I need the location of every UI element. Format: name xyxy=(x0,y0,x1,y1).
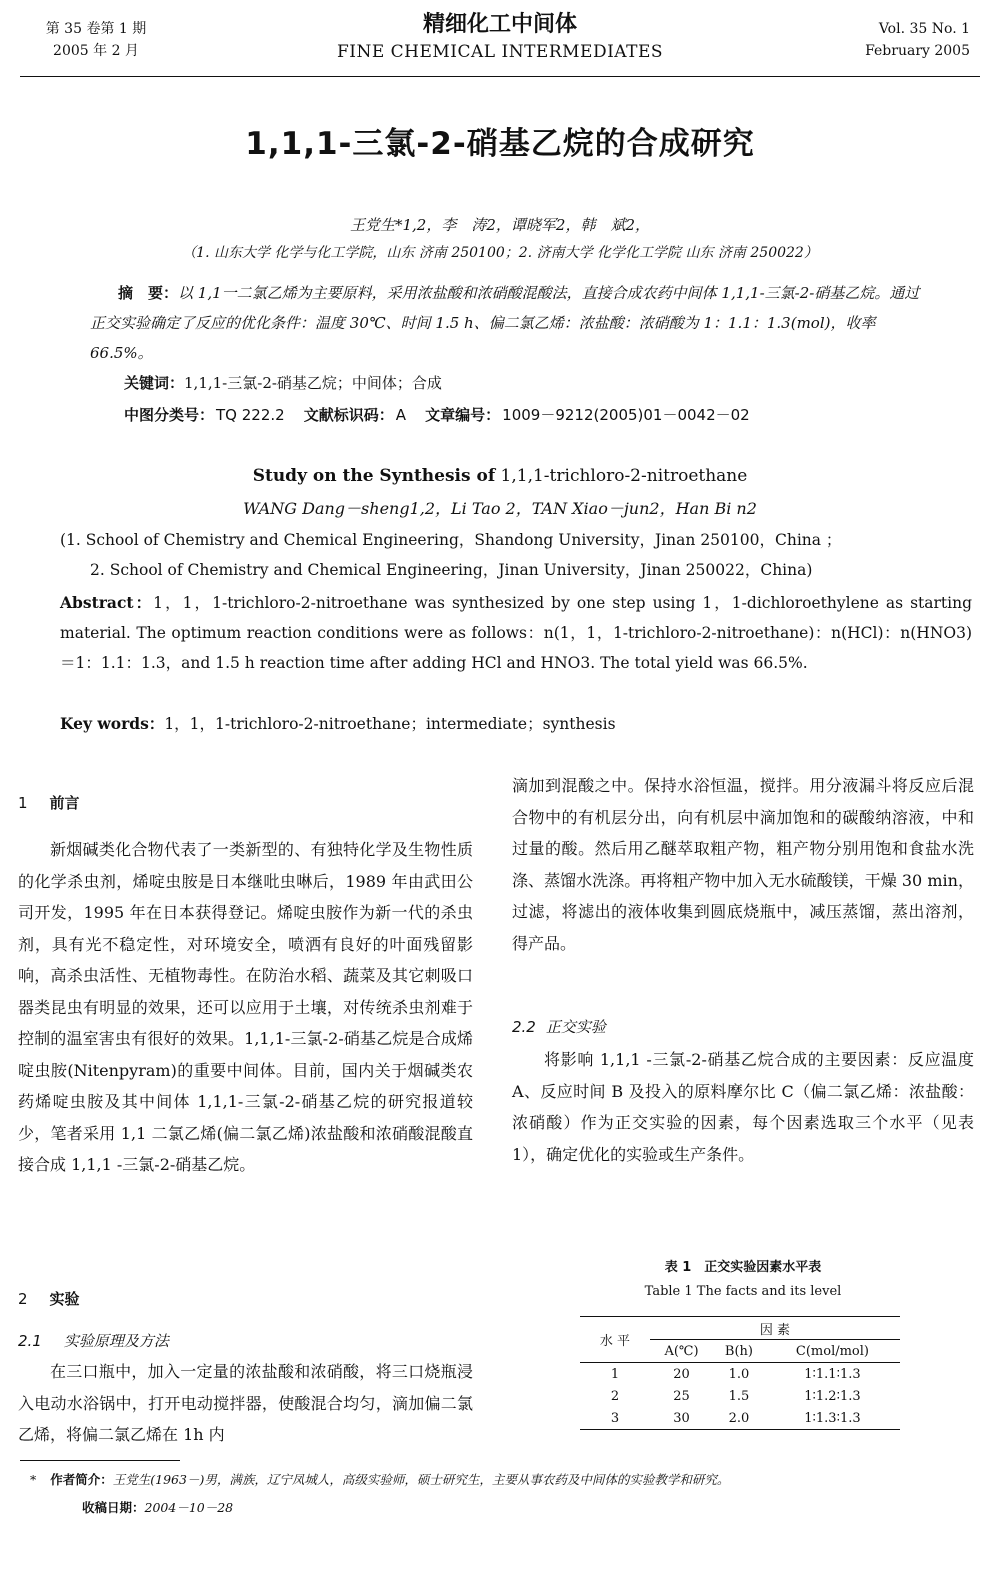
clc-value: TQ 222.2 xyxy=(216,406,285,424)
section-2-2-heading xyxy=(512,1012,974,1044)
issue-volume-cn: 第 35 卷第 1 期 xyxy=(45,21,147,37)
issue-info-en xyxy=(865,18,970,62)
issue-date-en: February 2005 xyxy=(865,43,970,59)
section-2-2-paragraph: 将影响 1,1,1 -三氯-2-硝基乙烷合成的主要因素：反应温度 A、反应时间 B 及投入的原料摩尔比 C（偏二氯乙烯：浓盐酸：浓硝酸）作为正交实验的因素，每个因素选取三个水平（见表 1），确定优化的实验或生产条件。 xyxy=(512,1050,974,1164)
abstract-en-label: Abstract： xyxy=(60,593,154,612)
article-no-label: 文章编号： xyxy=(425,406,501,424)
section-2-1-number: 2.1 xyxy=(18,1332,42,1350)
footnote-rule xyxy=(20,1460,180,1461)
table-1-col-a: A(℃) xyxy=(664,1343,699,1359)
classification-line xyxy=(124,404,944,425)
table-cell: 2.0 xyxy=(728,1410,750,1426)
keywords-cn xyxy=(124,372,924,393)
keywords-en xyxy=(60,712,616,734)
issue-date-cn: 2005 年 2 月 xyxy=(53,43,139,59)
footnote-received-date: 2004－10－28 xyxy=(144,1500,234,1515)
issue-volume-en: Vol. 35 No. 1 xyxy=(878,21,970,37)
section-2-1-continued: 滴加到混酸之中。保持水浴恒温，搅拌。用分液漏斗将反应后混合物中的有机层分出，向有机层中滴加饱和的碳酸纳溶液，中和过量的酸。然后用乙醚萃取粗产物，粗产物分别用饱和食盐水洗涤、蒸馏水洗涤。再将粗产物中加入无水硫酸镁，干燥 30 min，过滤，将滤出的液体收集到圆底烧瓶中，减压蒸馏，蒸出溶剂，得产品。 xyxy=(512,776,974,953)
table-1 xyxy=(580,1316,900,1430)
section-2-title: 实验 xyxy=(49,1290,80,1308)
article-title-en xyxy=(0,466,1000,486)
keywords-en-label: Key words： xyxy=(60,714,165,733)
article-title-en-rest: 1,1,1-trichloro-2-nitroethane xyxy=(495,466,748,486)
table-row xyxy=(580,1363,900,1386)
article-no-value: 1009－9212(2005)01－0042－02 xyxy=(502,406,750,424)
authors-cn: 王党生*1,2，李 涛2，谭晓军2，韩 斌2， xyxy=(350,216,650,234)
clc-label: 中图分类号： xyxy=(124,406,215,424)
doc-code-label: 文献标识码： xyxy=(303,406,394,424)
table-1-col-c: C(mol/mol) xyxy=(795,1343,869,1359)
table-cell: 1.0 xyxy=(728,1366,750,1382)
table-cell: 3 xyxy=(610,1410,620,1426)
abstract-cn-label: 摘 要： xyxy=(118,284,179,302)
footnote-star: * xyxy=(30,1472,37,1487)
keywords-en-text: 1，1，1-trichloro-2-nitroethane；intermediate；synthesis xyxy=(164,715,616,733)
section-2-1-title: 实验原理及方法 xyxy=(63,1332,169,1350)
affiliation-cn: （1. 山东大学 化学与化工学院，山东 济南 250100；2. 济南大学 化学化工学院 山东 济南 250022） xyxy=(182,245,818,261)
footnote-author-label: 作者简介： xyxy=(50,1472,113,1487)
table-1-factor-header: 因 素 xyxy=(650,1317,900,1340)
article-title-en-bold: Study on the Synthesis of xyxy=(252,466,496,486)
table-cell: 20 xyxy=(673,1366,690,1382)
table-1-title-en: Table 1 The facts and its level xyxy=(644,1284,842,1299)
table-1-col-b: B(h) xyxy=(724,1343,753,1359)
section-1-title: 前言 xyxy=(49,794,80,812)
abstract-en xyxy=(60,588,972,678)
section-2-2-title: 正交实验 xyxy=(545,1018,606,1036)
footnote-received-label: 收稿日期： xyxy=(82,1500,145,1515)
table-cell: 1∶1.2∶1.3 xyxy=(804,1388,861,1404)
abstract-en-text: 1，1，1-trichloro-2-nitroethane was synthesized by one step using 1，1-dichloroethylene as starting material. The optimum reaction conditions were as follows：n(1，1，1-trichloro-2-nitroethane)：n(HCl)：n(HNO3)＝1：1.1：1.3，and 1.5 h reaction time after adding HCl and HNO3. The total yield was 66.5%. xyxy=(60,594,972,672)
affiliation-en-1: (1. School of Chemistry and Chemical Engineering，Shandong University，Jinan 250100，China ； xyxy=(60,531,842,549)
footnote-received xyxy=(82,1498,233,1516)
footnote-author xyxy=(30,1470,730,1488)
table-row xyxy=(580,1407,900,1430)
table-cell: 25 xyxy=(673,1388,690,1404)
journal-title-cn: 精细化工中间体 xyxy=(422,12,577,37)
table-cell: 30 xyxy=(673,1410,690,1426)
table-1-level-header: 水 平 xyxy=(580,1317,650,1363)
section-2-1-paragraph: 在三口瓶中，加入一定量的浓盐酸和浓硝酸，将三口烧瓶浸入电动水浴锅中，打开电动搅拌器，使酸混合均匀，滴加偏二氯乙烯，将偏二氯乙烯在 1h 内 xyxy=(18,1362,473,1444)
section-1-paragraph: 新烟碱类化合物代表了一类新型的、有独特化学及生物性质的化学杀虫剂，烯啶虫胺是日本继吡虫啉后，1989 年由武田公司开发，1995 年在日本获得登记。烯啶虫胺作为新一代的杀虫剂，具有光不稳定性，对环境安全，喷洒有良好的叶面残留影响，高杀虫活性、无植物毒性。在防治水稻、蔬菜及其它刺吸口器类昆虫有明显的效果，还可以应用于土壤，对传统杀虫剂难于控制的温室害虫有很好的效果。1,1,1-三氯-2-硝基乙烷是合成烯啶虫胺(Nitenpyram)的重要中间体。目前，国内关于烟碱类农药烯啶虫胺及其中间体 1,1,1-三氯-2-硝基乙烷的研究报道较少，笔者采用 1,1 二氯乙烯(偏二氯乙烯)浓盐酸和浓硝酸混酸直接合成 1,1,1 -三氯-2-硝基乙烷。 xyxy=(18,840,473,1174)
table-row xyxy=(580,1385,900,1407)
journal-title xyxy=(300,10,700,64)
doc-code-value: A xyxy=(395,406,407,424)
abstract-cn xyxy=(90,278,920,368)
affiliation-en-2: 2. School of Chemistry and Chemical Engineering，Jinan University，Jinan 250022，China) xyxy=(90,561,813,579)
keywords-cn-text: 1,1,1-三氯-2-硝基乙烷；中间体；合成 xyxy=(184,374,442,392)
table-cell: 1∶1.3∶1.3 xyxy=(804,1410,861,1426)
section-1-number: 1 xyxy=(18,794,28,812)
article-title-cn: 1,1,1-三氯-2-硝基乙烷的合成研究 xyxy=(245,126,755,162)
table-cell: 1.5 xyxy=(728,1388,750,1404)
footnote-author-text: 王党生(1963－)男，满族，辽宁凤城人，高级实验师，硕士研究生，主要从事农药及中间体的实验教学和研究。 xyxy=(112,1472,730,1487)
section-2-1-heading xyxy=(18,1326,473,1358)
section-2-2-number: 2.2 xyxy=(512,1018,536,1036)
table-1-title-cn: 表 1 正交实验因素水平表 xyxy=(664,1260,822,1275)
section-2-heading xyxy=(18,1284,473,1316)
table-cell: 1 xyxy=(610,1366,620,1382)
keywords-cn-label: 关键词： xyxy=(124,374,185,392)
issue-info-cn xyxy=(36,18,156,62)
authors-en: WANG Dang－sheng1,2，Li Tao 2，TAN Xiao－jun2，Han Bi n2 xyxy=(243,499,757,518)
section-2-number: 2 xyxy=(18,1290,28,1308)
journal-title-en: FINE CHEMICAL INTERMEDIATES xyxy=(336,42,664,62)
table-cell: 1∶1.1∶1.3 xyxy=(804,1366,861,1382)
section-1-heading xyxy=(18,788,473,820)
abstract-cn-text: 以 1,1一二氯乙烯为主要原料，采用浓盐酸和浓硝酸混酸法，直接合成农药中间体 1,1,1-三氯-2-硝基乙烷。通过正交实验确定了反应的优化条件：温度 30℃、时间 1.5 h、偏二氯乙烯：浓盐酸：浓硝酸为 1：1.1：1.3(mol)，收率 66.5%。 xyxy=(90,284,920,362)
table-cell: 2 xyxy=(610,1388,620,1404)
header-rule xyxy=(20,76,980,77)
